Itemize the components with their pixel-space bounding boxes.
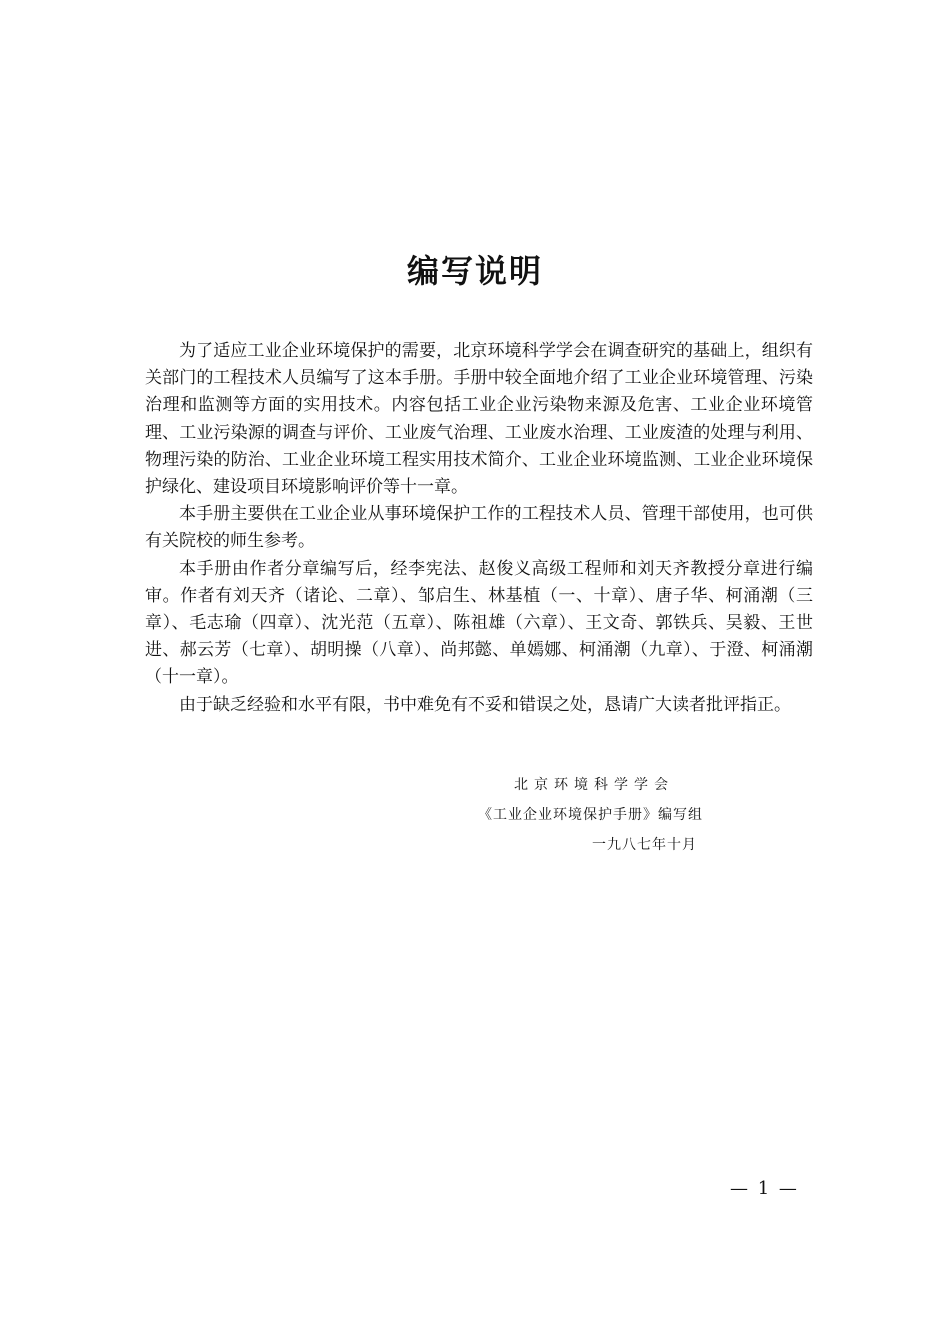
paragraph-closing: 由于缺乏经验和水平有限，书中难免有不妥和错误之处，恳请广大读者批评指正。 [179,694,791,715]
paragraph-audience: 本手册主要供在工业企业从事环境保护工作的工程技术人员、管理干部使用，也可供有关院校的师生参考。 [145,504,813,552]
signature-organization: 北京环境科学学会 [514,777,674,793]
page-number: — 1 — [730,1178,799,1199]
signature-date: 一九八七年十月 [592,837,697,853]
signature-group: 《工业企业环境保护手册》编写组 [478,807,703,823]
page-title: 编写说明 [406,252,543,291]
paragraph-authors: 本手册由作者分章编写后，经李宪法、赵俊义高级工程师和刘天齐教授分章进行编审。作者有刘天齐（诸论、二章）、邹启生、林基植（一、十章）、唐子华、柯涌潮（三章）、毛志瑜（四章）、沈光范（五章）、陈祖雄（六章）、王文奇、郭铁兵、吴毅、王世进、郝云芳（七章）、胡明操（八章）、尚邦懿、单嫣娜、柯涌潮（九章）、于澄、柯涌潮（十一章）。 [145,558,813,688]
body-text [145,338,813,719]
paragraph-intro: 为了适应工业企业环境保护的需要，北京环境科学学会在调查研究的基础上，组织有关部门的工程技术人员编写了这本手册。手册中较全面地介绍了工业企业环境管理、污染治理和监测等方面的实用技术。内容包括工业企业污染物来源及危害、工业企业环境管理、工业污染源的调查与评价、工业废气治理、工业废水治理、工业废渣的处理与利用、物理污染的防治、工业企业环境工程实用技术简介、工业企业环境监测、工业企业环境保护绿化、建设项目环境影响评价等十一章。 [145,341,813,498]
signature-block [470,770,750,860]
